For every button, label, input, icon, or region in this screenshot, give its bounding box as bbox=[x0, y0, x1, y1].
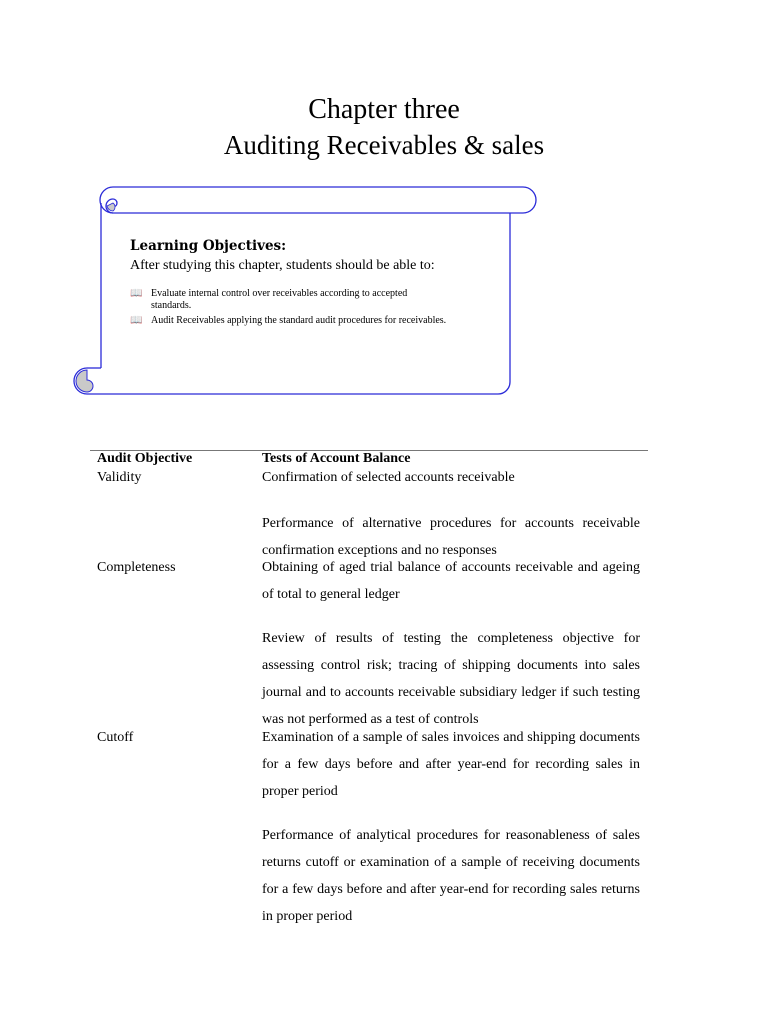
test-paragraph: Performance of alternative procedures for accounts receivable confirmation exceptions and no responses bbox=[262, 516, 640, 558]
learning-objectives-intro: After studying this chapter, students should be able to: bbox=[130, 258, 435, 273]
objective-text: Audit Receivables applying the standard audit procedures for receivables. bbox=[151, 315, 447, 326]
test-paragraph: Examination of a sample of sales invoices and shipping documents for a few days before and after year-end for recording sales in proper period bbox=[262, 730, 640, 799]
learning-objectives-list bbox=[130, 288, 450, 331]
scroll-banner-frame bbox=[0, 0, 768, 420]
chapter-title: Chapter three bbox=[308, 94, 460, 125]
objective-validity: Validity bbox=[97, 470, 142, 485]
list-item bbox=[130, 315, 450, 327]
test-paragraph: Confirmation of selected accounts receivable bbox=[262, 470, 515, 485]
list-item bbox=[130, 288, 450, 311]
objective-text: Evaluate internal control over receivables according to accepted standards. bbox=[151, 288, 408, 311]
chapter-subtitle: Auditing Receivables & sales bbox=[223, 130, 545, 160]
objective-completeness: Completeness bbox=[97, 560, 176, 575]
test-paragraph: Obtaining of aged trial balance of accounts receivable and ageing of total to general ledger bbox=[262, 560, 640, 602]
objective-cutoff: Cutoff bbox=[97, 730, 134, 745]
open-book-icon: 📖 bbox=[130, 315, 143, 326]
open-book-icon: 📖 bbox=[130, 288, 143, 299]
learning-objectives-heading: Learning Objectives: bbox=[130, 238, 287, 254]
test-paragraph: Performance of analytical procedures for reasonableness of sales returns cutoff or examination of a sample of receiving documents for a few days before and after year-end for recording sales returns in proper period bbox=[262, 828, 640, 924]
column-header-tests: Tests of Account Balance bbox=[262, 451, 411, 466]
test-paragraph: Review of results of testing the completeness objective for assessing control risk; tracing of shipping documents into sales journal and to accounts receivable subsidiary ledger if such testing was not performed as a test of controls bbox=[262, 631, 640, 727]
column-header-audit-objective: Audit Objective bbox=[97, 451, 193, 466]
